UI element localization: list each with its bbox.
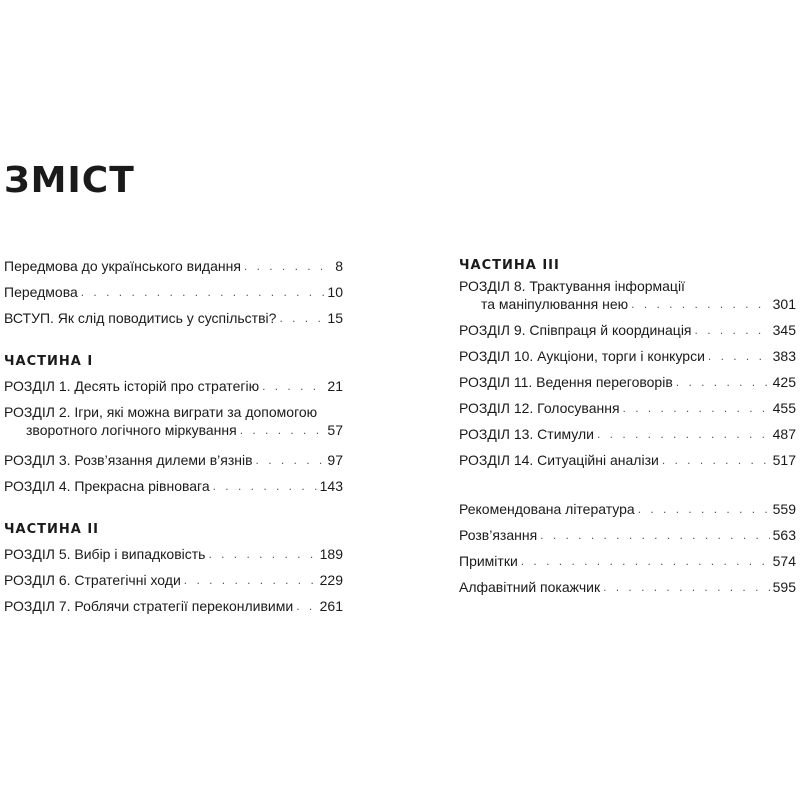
toc-entry-title: РОЗДІЛ 10. Аукціони, торги і конкурси: [459, 348, 705, 364]
toc-entry-title: Алфавітний покажчик: [459, 579, 601, 595]
toc-entry-page: 8: [335, 258, 343, 274]
toc-entry-title: РОЗДІЛ 4. Прекрасна рівновага: [4, 478, 210, 494]
toc-entry-title: Передмова: [4, 284, 78, 300]
dot-leader: [695, 321, 770, 339]
toc-left-column: [4, 253, 343, 619]
dot-leader: [81, 283, 325, 301]
dot-leader: [244, 257, 332, 275]
dot-leader: [296, 597, 316, 615]
part-heading: ЧАСТИНА III: [459, 258, 560, 273]
toc-entry[interactable]: [459, 395, 796, 421]
dot-leader: [540, 526, 769, 544]
toc-entry-title: РОЗДІЛ 2. Ігри, які можна виграти за допомогою: [4, 404, 318, 420]
toc-entry-page: 559: [772, 501, 796, 517]
dot-leader: [256, 451, 325, 469]
toc-entry-title: РОЗДІЛ 1. Десять історій про стратегію: [4, 378, 260, 394]
toc-entry-page: 10: [327, 284, 343, 300]
dot-leader: [603, 578, 770, 596]
toc-entry-title: Передмова до українського видання: [4, 258, 241, 274]
dot-leader: [279, 309, 324, 327]
toc-entry[interactable]: [459, 421, 796, 447]
toc-entry[interactable]: [4, 305, 343, 331]
toc-entry[interactable]: [4, 473, 343, 499]
toc-entry-page: 345: [772, 322, 796, 338]
toc-entry[interactable]: [4, 447, 343, 473]
dot-leader: [662, 451, 770, 469]
toc-entry[interactable]: [459, 343, 796, 369]
toc-entry-title: Рекомендована література: [459, 501, 635, 517]
toc-entry-title-cont: зворотного логічного міркування: [26, 422, 237, 438]
toc-entry-page: 261: [319, 598, 343, 614]
toc-entry-title: РОЗДІЛ 13. Стимули: [459, 426, 594, 442]
toc-entry-page: 563: [772, 527, 796, 543]
toc-entry[interactable]: [459, 574, 796, 600]
toc-entry[interactable]: [459, 548, 796, 574]
toc-entry-page: 15: [327, 310, 343, 326]
dot-leader: [631, 295, 769, 313]
toc-entry-page: 189: [319, 546, 343, 562]
toc-entry[interactable]: [459, 369, 796, 395]
dot-leader: [597, 425, 770, 443]
toc-entry-page: 229: [319, 572, 343, 588]
toc-entry-title: РОЗДІЛ 12. Голосування: [459, 400, 620, 416]
toc-entry-page: 57: [327, 422, 343, 438]
toc-entry[interactable]: [4, 593, 343, 619]
dot-leader: [521, 552, 770, 570]
toc-entry-page: 301: [772, 296, 796, 312]
toc-entry[interactable]: [4, 253, 343, 279]
dot-leader: [262, 377, 324, 395]
toc-entry-title: РОЗДІЛ 9. Співпраця й координація: [459, 322, 692, 338]
page-title: ЗМІСТ: [4, 160, 135, 201]
toc-entry-page: 595: [772, 579, 796, 595]
toc-entry-title: ВСТУП. Як слід поводитись у суспільстві?: [4, 310, 277, 326]
toc-entry-title: РОЗДІЛ 11. Ведення переговорів: [459, 374, 673, 390]
toc-entry-page: 425: [772, 374, 796, 390]
toc-entry-page: 97: [327, 452, 343, 468]
dot-leader: [676, 373, 770, 391]
toc-entry[interactable]: [4, 373, 343, 399]
dot-leader: [623, 399, 770, 417]
toc-entry-title: РОЗДІЛ 14. Ситуаційні аналізи: [459, 452, 659, 468]
toc-entry-title: РОЗДІЛ 6. Стратегічні ходи: [4, 572, 181, 588]
toc-entry-page: 143: [319, 478, 343, 494]
dot-leader: [240, 421, 325, 439]
toc-entry-page: 517: [772, 452, 796, 468]
toc-entry[interactable]: [4, 279, 343, 305]
toc-entry-page: 487: [772, 426, 796, 442]
toc-entry[interactable]: [4, 567, 343, 593]
toc-entry-title: РОЗДІЛ 3. Розв’язання дилеми в’язнів: [4, 452, 253, 468]
toc-entry-title: РОЗДІЛ 8. Трактування інформації: [459, 278, 685, 294]
toc-entry[interactable]: [459, 277, 796, 317]
dot-leader: [184, 571, 317, 589]
toc-entry[interactable]: [4, 403, 343, 447]
toc-entry-page: 383: [772, 348, 796, 364]
dot-leader: [208, 545, 316, 563]
toc-right-column: [459, 253, 796, 600]
toc-entry-page: 21: [327, 378, 343, 394]
toc-entry-title: РОЗДІЛ 5. Вибір і випадковість: [4, 546, 206, 562]
part-heading: ЧАСТИНА I: [4, 354, 94, 369]
dot-leader: [638, 500, 770, 518]
toc-entry-title-cont: та маніпулювання нею: [481, 296, 629, 312]
toc-entry-title: Розв’язання: [459, 527, 538, 543]
toc-entry-title: Примітки: [459, 553, 518, 569]
dot-leader: [213, 477, 317, 495]
part-heading: ЧАСТИНА II: [4, 522, 99, 537]
dot-leader: [708, 347, 770, 365]
toc-entry-page: 574: [772, 553, 796, 569]
toc-entry[interactable]: [459, 317, 796, 343]
toc-entry[interactable]: [4, 541, 343, 567]
toc-entry[interactable]: [459, 522, 796, 548]
toc-entry[interactable]: [459, 447, 796, 473]
toc-entry-page: 455: [772, 400, 796, 416]
toc-entry-title: РОЗДІЛ 7. Роблячи стратегії переконливими: [4, 598, 294, 614]
toc-entry[interactable]: [459, 496, 796, 522]
